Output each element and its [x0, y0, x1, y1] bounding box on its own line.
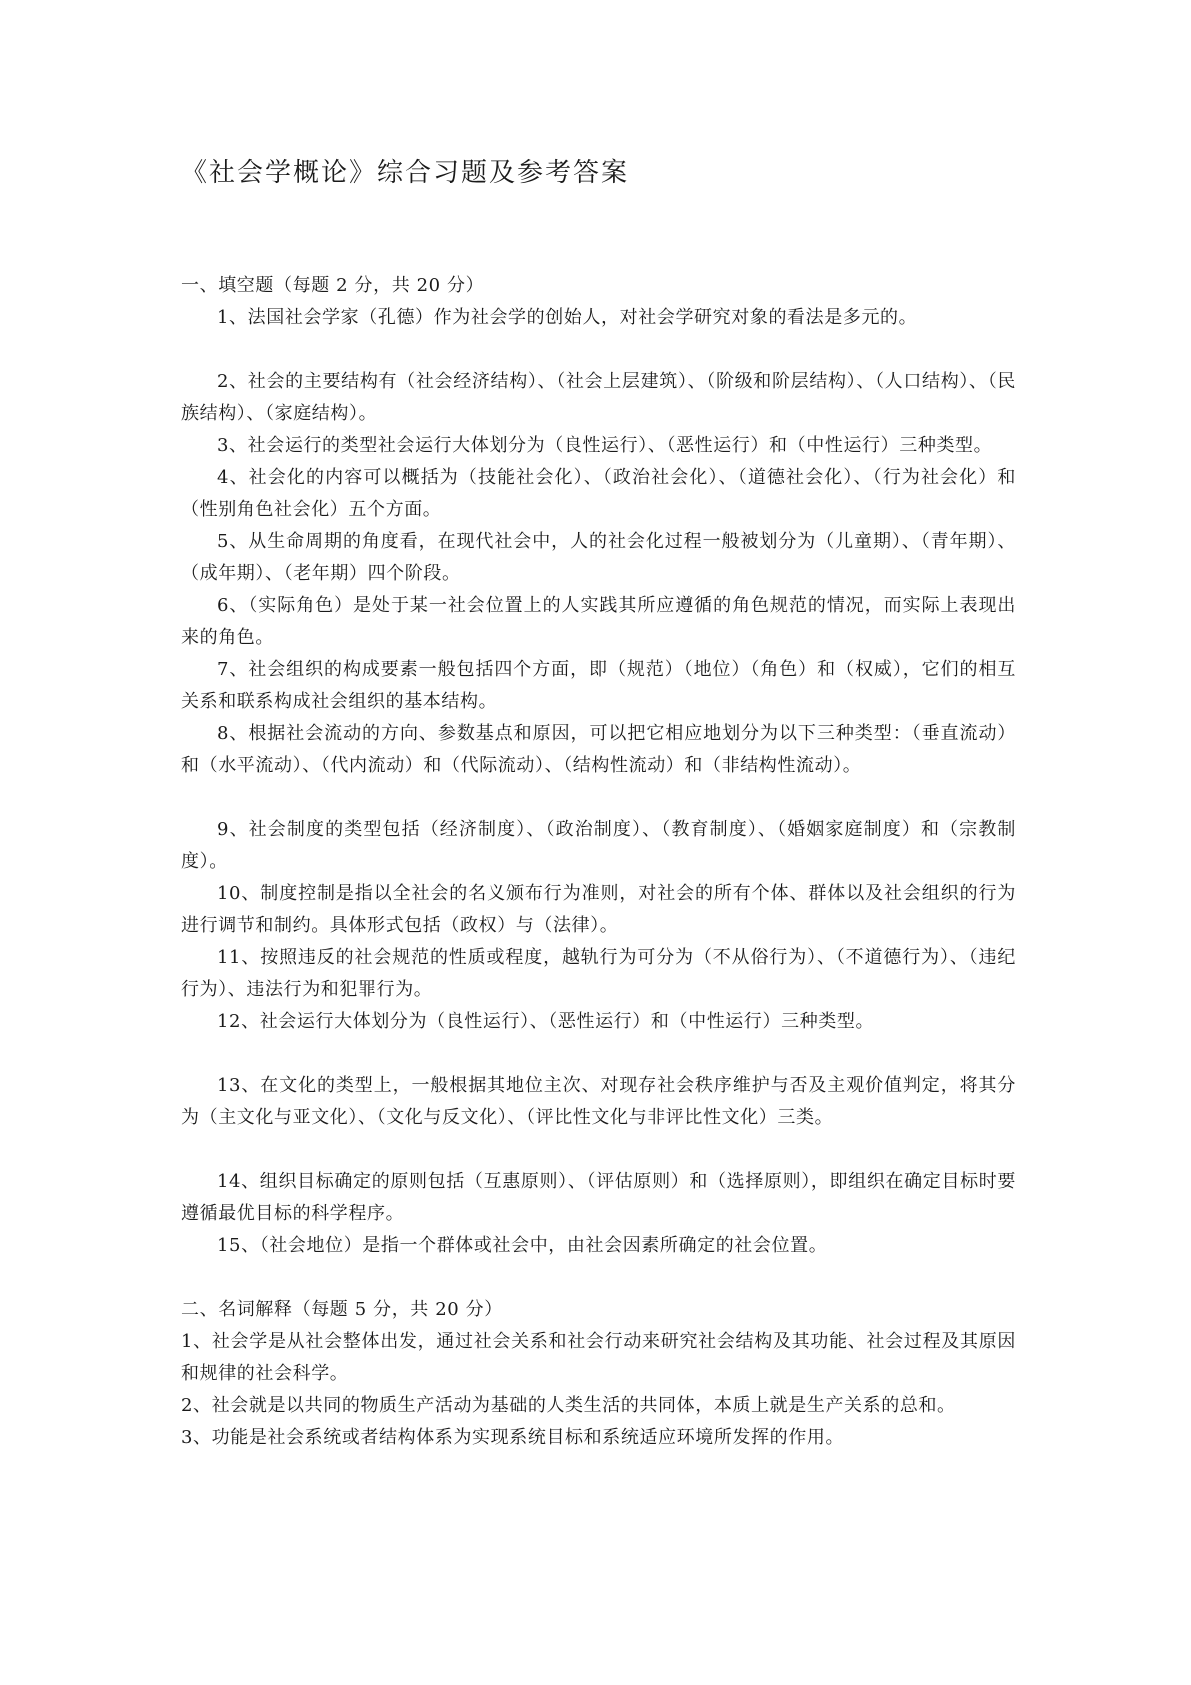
term-item: 1、社会学是从社会整体出发，通过社会关系和社会行动来研究社会结构及其功能、社会过程及其原因和规律的社会科学。 — [181, 1331, 1016, 1384]
document-body — [181, 270, 1016, 1454]
question-item: 4、社会化的内容可以概括为（技能社会化）、（政治社会化）、（道德社会化）、（行为社会化）和（性别角色社会化）五个方面。 — [181, 467, 1016, 520]
question-item: 5、从生命周期的角度看，在现代社会中，人的社会化过程一般被划分为（儿童期）、（青年期）、（成年期）、（老年期）四个阶段。 — [181, 531, 1016, 584]
section-heading-terms: 二、名词解释（每题 5 分，共 20 分） — [181, 1299, 503, 1320]
term-item: 2、社会就是以共同的物质生产活动为基础的人类生活的共同体，本质上就是生产关系的总和。 — [181, 1395, 956, 1416]
question-item: 1、法国社会学家（孔德）作为社会学的创始人，对社会学研究对象的看法是多元的。 — [217, 307, 918, 328]
question-item: 2、社会的主要结构有（社会经济结构）、（社会上层建筑）、（阶级和阶层结构）、（人口结构）、（民族结构）、（家庭结构）。 — [181, 371, 1016, 424]
question-item: 3、社会运行的类型社会运行大体划分为（良性运行）、（恶性运行）和（中性运行）三种类型。 — [217, 435, 993, 456]
question-item: 8、根据社会流动的方向、参数基点和原因，可以把它相应地划分为以下三种类型：（垂直流动）和（水平流动）、（代内流动）和（代际流动）、（结构性流动）和（非结构性流动）。 — [181, 723, 1016, 776]
question-item: 14、组织目标确定的原则包括（互惠原则）、（评估原则）和（选择原则），即组织在确定目标时要遵循最优目标的科学程序。 — [181, 1171, 1016, 1224]
question-item: 7、社会组织的构成要素一般包括四个方面，即（规范）（地位）（角色）和（权威），它们的相互关系和联系构成社会组织的基本结构。 — [181, 659, 1016, 712]
term-item: 3、功能是社会系统或者结构体系为实现系统目标和系统适应环境所发挥的作用。 — [181, 1427, 845, 1448]
question-item: 11、按照违反的社会规范的性质或程度，越轨行为可分为（不从俗行为）、（不道德行为）、（违纪行为）、违法行为和犯罪行为。 — [181, 947, 1016, 1000]
question-item: 12、社会运行大体划分为（良性运行）、（恶性运行）和（中性运行）三种类型。 — [217, 1011, 875, 1032]
question-item: 15、（社会地位）是指一个群体或社会中，由社会因素所确定的社会位置。 — [217, 1235, 828, 1256]
section-heading-fill-in: 一、填空题（每题 2 分，共 20 分） — [181, 275, 485, 296]
question-item: 10、制度控制是指以全社会的名义颁布行为准则，对社会的所有个体、群体以及社会组织的行为进行调节和制约。具体形式包括（政权）与（法律）。 — [181, 883, 1016, 936]
question-item: 9、社会制度的类型包括（经济制度）、（政治制度）、（教育制度）、（婚姻家庭制度）和（宗教制度）。 — [181, 819, 1016, 872]
question-item: 13、在文化的类型上，一般根据其地位主次、对现存社会秩序维护与否及主观价值判定，将其分为（主文化与亚文化）、（文化与反文化）、（评比性文化与非评比性文化）三类。 — [181, 1075, 1016, 1128]
question-item: 6、（实际角色）是处于某一社会位置上的人实践其所应遵循的角色规范的情况，而实际上表现出来的角色。 — [181, 595, 1016, 648]
document-title: 《社会学概论》综合习题及参考答案 — [181, 158, 630, 188]
